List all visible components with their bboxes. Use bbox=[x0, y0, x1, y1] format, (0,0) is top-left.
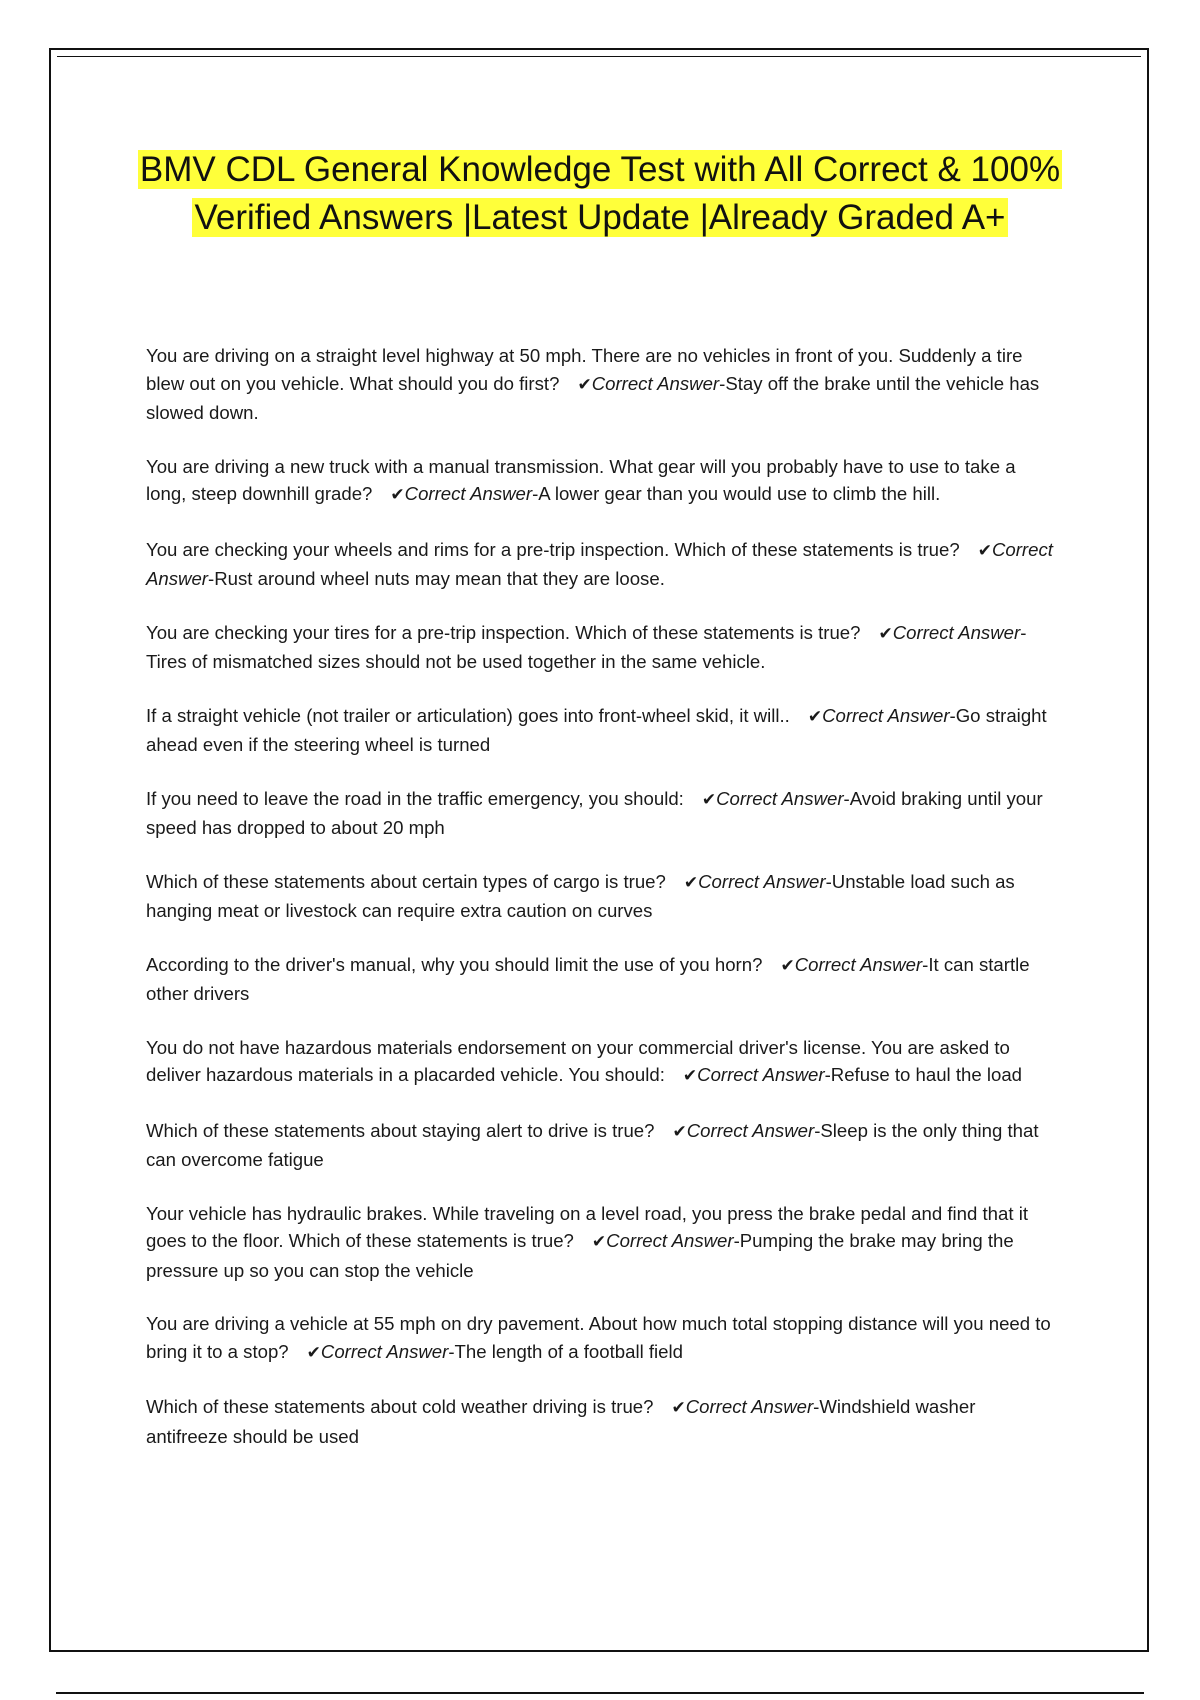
question-text: Which of these statements about certain types of cargo is true? bbox=[146, 870, 666, 892]
check-icon: ✔ bbox=[577, 374, 592, 395]
qa-item-13 bbox=[146, 1393, 1058, 1450]
answer-text: Sleep is the only thing that can overcome fatigue bbox=[146, 1119, 1039, 1170]
correct-answer-label: Correct Answer bbox=[698, 870, 826, 892]
qa-list bbox=[146, 342, 1058, 1476]
question-text: You are driving a new truck with a manual transmission. What gear will you probably have to use to take a long, steep downhill grade? bbox=[146, 455, 1016, 504]
qa-item-4 bbox=[146, 619, 1058, 676]
question-text: You are checking your tires for a pre-trip inspection. Which of these statements is true? bbox=[146, 621, 861, 643]
qa-item-11 bbox=[146, 1200, 1058, 1285]
check-icon: ✔ bbox=[682, 1066, 698, 1086]
answer-text: Tires of mismatched sizes should not be used together in the same vehicle. bbox=[146, 651, 766, 672]
check-icon: ✔ bbox=[878, 623, 893, 644]
answer-text: Go straight ahead even if the steering wheel is turned bbox=[146, 704, 1047, 755]
check-icon: ✔ bbox=[671, 1398, 686, 1418]
correct-answer-label: Correct Answer bbox=[404, 483, 533, 504]
qa-item-6 bbox=[146, 785, 1058, 842]
correct-answer-label: Correct Answer bbox=[822, 704, 950, 726]
check-icon: ✔ bbox=[701, 789, 717, 810]
check-icon: ✔ bbox=[390, 485, 405, 505]
answer-separator: - bbox=[824, 1064, 831, 1085]
correct-answer-label: Correct Answer bbox=[892, 621, 1021, 643]
qa-item-12 bbox=[146, 1310, 1058, 1367]
question-text: You are driving on a straight level highway at 50 mph. There are no vehicles in front of you. Suddenly a tire blew out on you vehicle. What should you do first? bbox=[146, 345, 1023, 394]
check-icon: ✔ bbox=[683, 872, 699, 893]
answer-separator: - bbox=[532, 483, 539, 504]
qa-item-7 bbox=[146, 868, 1058, 925]
question-text: According to the driver's manual, why you should limit the use of you horn? bbox=[146, 953, 763, 975]
correct-answer-label: Correct Answer bbox=[606, 1230, 734, 1251]
correct-answer-label: Correct Answer bbox=[320, 1340, 449, 1362]
check-icon: ✔ bbox=[306, 1342, 321, 1363]
top-rule bbox=[57, 56, 1141, 57]
correct-answer-label: Correct Answer bbox=[794, 953, 923, 975]
correct-answer-label: Correct Answer bbox=[685, 1396, 814, 1417]
question-text: You do not have hazardous materials endorsement on your commercial driver's license. You are asked to deliver hazardous materials in a placarded vehicle. You should: bbox=[146, 1036, 1010, 1085]
answer-separator: - bbox=[448, 1340, 455, 1362]
check-icon: ✔ bbox=[807, 706, 823, 727]
answer-separator: - bbox=[825, 870, 832, 892]
answer-text: Unstable load such as hanging meat or livestock can require extra caution on curves bbox=[146, 870, 1015, 921]
qa-item-5 bbox=[146, 702, 1058, 759]
document-title bbox=[130, 146, 1070, 242]
question-text: If a straight vehicle (not trailer or articulation) goes into front-wheel skid, it will.. bbox=[146, 704, 790, 726]
qa-item-1 bbox=[146, 342, 1058, 427]
check-icon: ✔ bbox=[780, 955, 795, 976]
answer-text: Stay off the brake until the vehicle has slowed down. bbox=[146, 372, 1040, 423]
correct-answer-label: Correct Answer bbox=[686, 1119, 815, 1141]
qa-item-3 bbox=[146, 536, 1058, 593]
answer-separator: - bbox=[733, 1230, 740, 1251]
answer-separator: - bbox=[843, 787, 850, 809]
check-icon: ✔ bbox=[591, 1232, 607, 1252]
answer-text: A lower gear than you would use to climb the hill. bbox=[538, 483, 941, 504]
correct-answer-label: Correct Answer bbox=[716, 787, 844, 809]
check-icon: ✔ bbox=[977, 540, 992, 561]
check-icon: ✔ bbox=[672, 1121, 687, 1142]
answer-separator: - bbox=[719, 372, 726, 394]
qa-item-10 bbox=[146, 1117, 1058, 1174]
question-text: Which of these statements about staying alert to drive is true? bbox=[146, 1119, 655, 1141]
bottom-rule bbox=[56, 1692, 1144, 1694]
question-text: If you need to leave the road in the traffic emergency, you should: bbox=[146, 787, 684, 809]
question-text: Which of these statements about cold weather driving is true? bbox=[146, 1396, 654, 1417]
answer-text: Pumping the brake may bring the pressure up so you can stop the vehicle bbox=[146, 1230, 1014, 1281]
question-text: Your vehicle has hydraulic brakes. While traveling on a level road, you press the brake pedal and find that it goes to the floor. Which of these statements is true? bbox=[146, 1202, 1028, 1251]
answer-text: Rust around wheel nuts may mean that they are loose. bbox=[214, 568, 665, 589]
answer-text: The length of a football field bbox=[454, 1340, 683, 1362]
answer-text: Refuse to haul the load bbox=[830, 1064, 1023, 1085]
answer-text: Windshield washer antifreeze should be used bbox=[146, 1396, 976, 1447]
answer-separator: - bbox=[922, 953, 929, 975]
answer-separator: - bbox=[208, 568, 215, 589]
qa-item-2 bbox=[146, 453, 1058, 510]
qa-item-9 bbox=[146, 1034, 1058, 1091]
correct-answer-label: Correct Answer bbox=[146, 538, 1053, 589]
correct-answer-label: Correct Answer bbox=[591, 372, 720, 394]
answer-text: Avoid braking until your speed has dropped to about 20 mph bbox=[146, 787, 1043, 838]
answer-separator: - bbox=[949, 704, 956, 726]
answer-separator: - bbox=[1020, 621, 1027, 643]
title-highlight: BMV CDL General Knowledge Test with All Correct & 100% Verified Answers |Latest Update |Already Graded A+ bbox=[139, 150, 1061, 237]
answer-separator: - bbox=[814, 1119, 821, 1141]
question-text: You are driving a vehicle at 55 mph on dry pavement. About how much total stopping distance will you need to bring it to a stop? bbox=[146, 1313, 1051, 1362]
answer-separator: - bbox=[813, 1396, 820, 1417]
qa-item-8 bbox=[146, 951, 1058, 1008]
question-text: You are checking your wheels and rims for a pre-trip inspection. Which of these statements is true? bbox=[146, 538, 960, 560]
correct-answer-label: Correct Answer bbox=[697, 1064, 825, 1085]
answer-text: It can startle other drivers bbox=[146, 953, 1030, 1004]
